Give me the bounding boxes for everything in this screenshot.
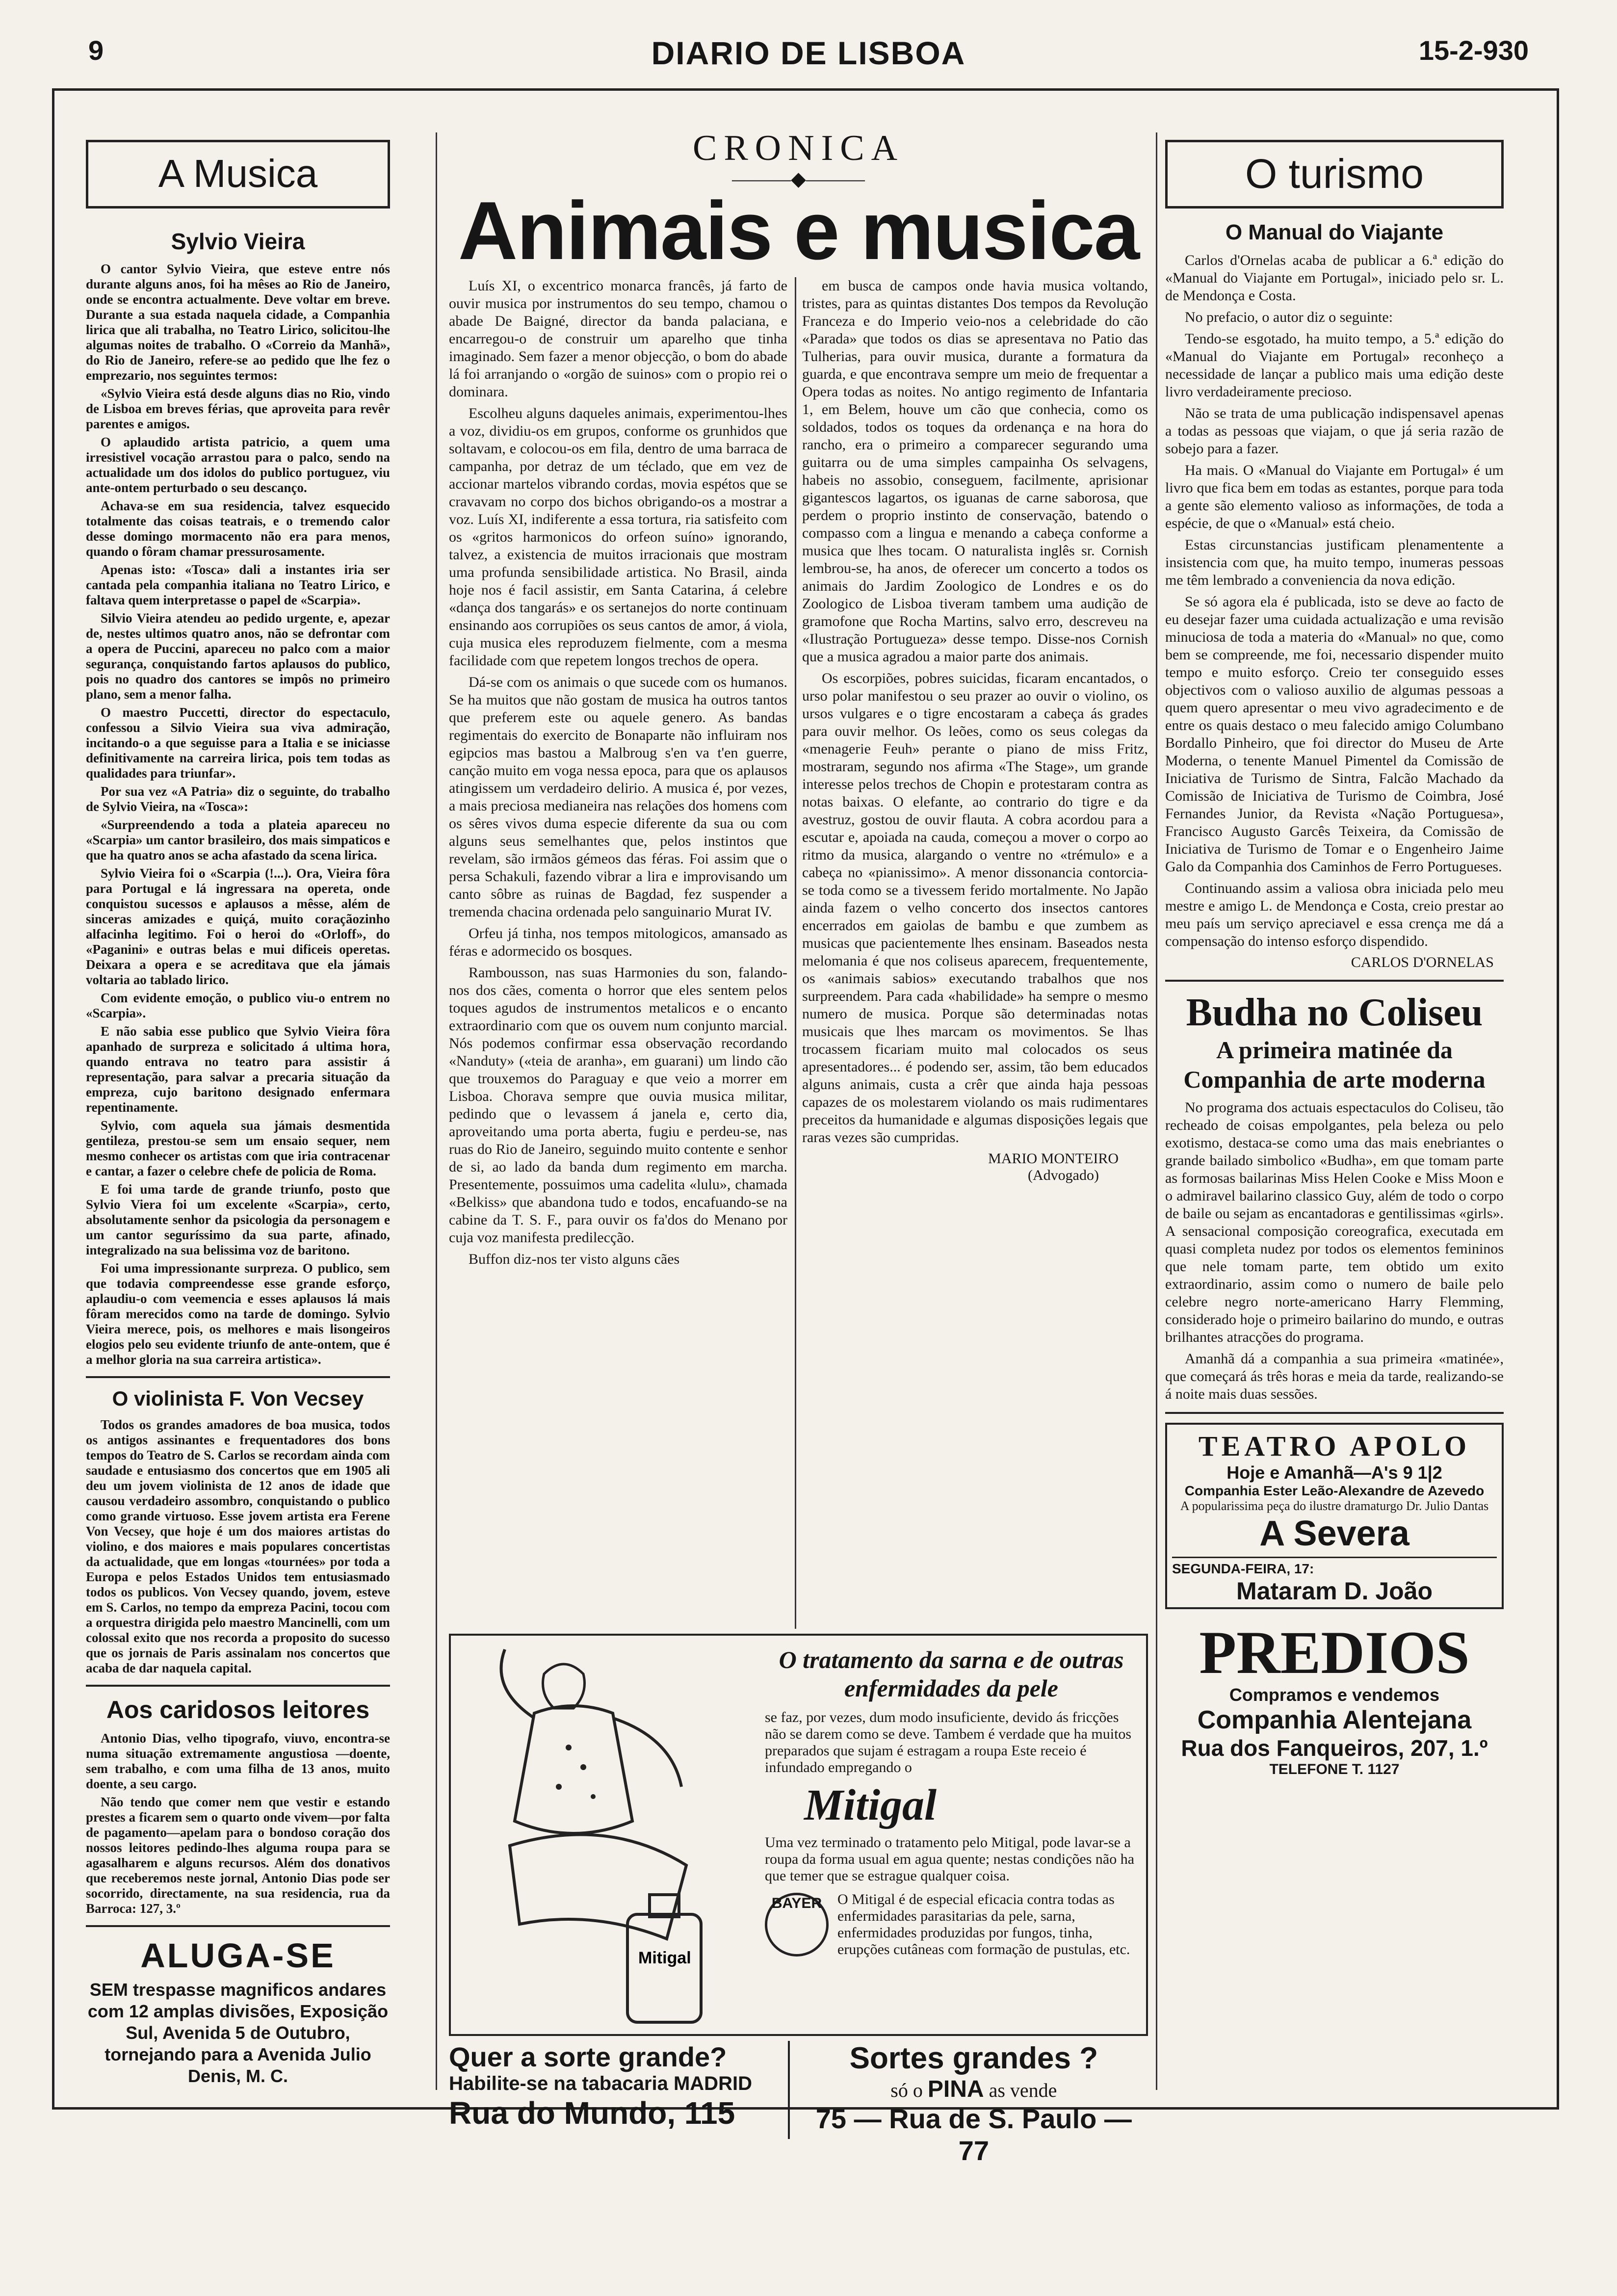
article-subheading: A primeira matinée da Companhia de arte moderna (1183, 1036, 1486, 1093)
paragraph: O maestro Puccetti, director do espectaculo, confessou a Silvio Vieira sua viva admiração, incitando-o a que seguisse para a Italia e se iniciasse definitivamente na carreira lirica, pois tem todas as qualidades para triunfar». (86, 705, 390, 781)
ad-text: O Mitigal é de especial eficacia contra todas as enfermidades parasitarias da pele, sarna, enfermidades produzidas por fungos, tinha, erupções cutâneas com formação de pustulas, etc. (837, 1891, 1130, 1957)
ad-headline: O tratamento da sarna e de outras enfermidades da pele (779, 1646, 1124, 1702)
text-column (802, 277, 1148, 1629)
ornament: ———◆——— (732, 168, 865, 190)
paragraph: Foi uma impressionante surpreza. O publico, sem que todavia compreendesse esse grande esforço, aplaudiu-o com veemencia e esses aplausos lá mais fôram merecidos como na tarde de domingo. Sylvio Vieira merece, pois, os melhores e mais lisongeiros elogios pelo seu evidente triunfo de ante-ontem, que é a melhor gloria na sua carreira artistica». (86, 1261, 390, 1367)
bayer-cross-logo: BAYER (765, 1893, 829, 1957)
ad-text: só o (890, 2079, 923, 2101)
issue-date: 15-2-930 (1418, 35, 1529, 66)
article-title: Animais e musica (458, 184, 1139, 277)
ad-address: 75 — Rua de S. Paulo — 77 (815, 2103, 1132, 2166)
product-brand: Mitigal (804, 1781, 937, 1829)
ad-headline: PREDIOS (1199, 1619, 1470, 1686)
paragraph: Todos os grandes amadores de boa musica, todos os antigos assinantes e frequentadores dos bons tempos do Teatro de S. Carlos se recordam ainda com saudade e entusiasmo dos concertos que em 1905 ali deu um jovem violinista de 12 anos de idade que causou verdadeiro assombro, conquistando o publico como grande virtuoso. Esse jovem artista era Ferene Von Vecsey, que hoje é um dos maiores artistas do violino, e dos maiores e mais populares concertistas da actualidade, que em longas «tournées» por toda a Europa e pelos Estados Unidos tem entusiasmado todos os publicos. Von Vecsey quando, jovem, esteve em S. Carlos, no tempo da empreza Pacini, tocou com a orquestra dirigida pelo maestro Mancinelli, com um colossal exito que nos recorda a proposito do sucesso que os jornais de Paris assinalam nos concertos que acaba de dar naquela capital. (86, 1417, 390, 1675)
paragraph: «Sylvio Vieira está desde alguns dias no Rio, vindo de Lisboa em breves férias, que aproveita para revêr parentes e amigos. (86, 386, 390, 431)
theatre-name: TEATRO APOLO (1198, 1430, 1471, 1462)
paragraph: Apenas isto: «Tosca» dali a instantes iria ser cantada pela companhia italiana no Teatro Lirico, e faltava quem interpretasse o papel de «Scarpia». (86, 562, 390, 607)
paragraph: Não tendo que comer nem que vestir e estando prestes a ficarem sem o quarto onde vivem—por falta de pagamento—apelam para o bondoso coração dos nossos leitores pedindo-lhes alguma roupa para se agasalharem e alguns recursos. Além dos donativos que receberemos neste jornal, Antonio Dias pode ser socorrido, directamente, na sua residencia, rua da Barroca: 127, 3.º (86, 1795, 390, 1916)
newspaper-title: DIARIO DE LISBOA (651, 35, 966, 71)
paragraph: Por sua vez «A Patria» diz o seguinte, do trabalho de Sylvio Vieira, na «Tosca»: (86, 784, 390, 814)
paragraph: Orfeu já tinha, nos tempos mitologicos, amansado as féras e adormecido os bosques. (449, 925, 787, 959)
paragraph: Amanhã dá a companhia a sua primeira «matinée», que começará ás três horas e meia da tarde, realizando-se á noite mais duas sessões. (1165, 1351, 1504, 1402)
paragraph: Rambousson, nas suas Harmonies du son, falando-nos dos cães, comenta o horror que eles sentem pelos toques agudos de instrumentos metalicos e o encanto extraordinario com que os ouvem num conjunto marcial. Nós podemos confirmar essa observação recordando «Nanduty» («teia de aranha», em guarani) um lindo cão que trouxemos do Paraguay e que veio a morrer em Lisboa. Chorava sempre que ouvia musica militar, pedindo que o levassem á janela e, certo dia, aproveitando uma porta aberta, fugiu e perdeu-se, nas ruas do Rio de Janeiro, seguindo muito contente e senhor de si, ao lado da banda dum regimento em marcha. Presentemente, possuimos uma cadelita «lulu», chamada «Belkiss» que abandona tudo e todos, encafuando-se na cabine da T. S. F., para ouvir os fa'dos do Menano por cuja voz manifesta predilecção. (449, 965, 787, 1246)
paragraph: Luís XI, o excentrico monarca francês, já farto de ouvir musica por instrumentos do seu tempo, chamou o abade De Baigné, director da banda palaciana, e encarregou-o de construir um aparelho que tinha imaginado. Sem fazer a menor objecção, o bom do abade lá foi arranjando o «orgão de suinos» com o propio rei o dominara. (449, 278, 787, 400)
paragraph: Estas circunstancias justificam plenamentente a insistencia com que, ha muito tempo, inumeras pessoas me têm lembrado a conveniencia da nova edição. (1165, 537, 1504, 588)
paragraph: em busca de campos onde havia musica voltando, tristes, para as quintas distantes Dos tempos da Revolução Franceza e do Imperio veio-nos a celebridade do cão «Parada» que todos os dias se apresentava no Patio das Tulherias, para ouvir musica, durante a formatura da guarda, e que encontrava sempre um meio de frequentar a Opera todas as noites. No antigo regimento de Infantaria 1, em Belem, houve um cão que conhecia, como os soldados, todos os toques da ordenança e na hora do rancho, era o primeiro a comparecer segurando uma guitarra ou de uma simples campainha Os selvagens, habeis no assobio, conseguem, facilmente, aprisionar gigantescos lagartos, os iguanas de carne saborosa, que perdem o proprio instinto de conservação, batendo o compasso com a lingua e menando a cabeça conforme a musica que lhes tocam. O naturalista inglês sr. Cornish lembrou-se, ha anos, de oferecer um concerto a todos os animais do Jardim Zoologico de Londres e os do Zoologico de Lisboa tiveram tambem uma audição de gramofone que Rocha Martins, salvo erro, descreveu na «Ilustração Portugueza» desse tempo. Disse-nos Cornish que a musica agradou a maior parte dos animais. (802, 278, 1148, 665)
predios-ad (1165, 1621, 1504, 1778)
article-body (86, 1731, 390, 1916)
author-signature: MARIO MONTEIRO (988, 1150, 1119, 1167)
ad-text: se faz, por vezes, dum modo insuficiente, devido ás fricções não se darem como se deve. Tambem é verdade que ha muitos preparados que sujam é estragam a roupa Este receio é infundado empregando o (765, 1709, 1132, 1775)
company-name: Companhia Alentejana (1197, 1706, 1472, 1734)
paragraph: Escolheu alguns daqueles animais, experimentou-lhes a voz, dividiu-os em grupos, conforme os grunhidos que soltavam, e colocou-os em fila, dentro de uma barraca de campanha, por detraz de um téclado, que em vez de accionar martelos vibrando cordas, movia espétos que se cravavam no corpo dos bichos obrigando-os a mostrar a voz. Luís XI, indiferente a essa tortura, ria satisfeito com os «gritos harmonicos do orfeon suíno» ignorando, talvez, a existencia de muitos irracionais que mostram uma profunda sensibilidade artistica. No Brasil, ainda hoje nos é facil assistir, em Santa Catarina, á celebre «dança dos tangarás» e os sertanejos do norte continuam ensinando aos corrupiões os seus cantos de amor, á viola, cuja musica eles reproduzem fielmente, com a mesma facilidade com que repetem longos trechos de opera. (449, 405, 787, 669)
paragraph: Dá-se com os animais o que sucede com os humanos. Se ha muitos que não gostam de musica ha outros tantos que preferem este ou aquele genero. As bandas regimentais do exercito de Bonaparte não influiram nos egipcios mas bastou a Malbroug s'en va t'en guerre, canção muito em voga nessa epoca, para que os aplausos atingissem um verdadeiro delirio. A musica é, por vezes, a mais preciosa medianeira nas relações dos homens com os sêres vivos duma especie diferente da sua ou com alguns seus semelhantes que, pelos instintos que revelam, são irmãos gémeos das féras. Foi assim que o persa Schakuli, fazendo vibrar a lira e improvisando um canto sôbre as ruinas de Bagdad, fez suspender a tremenda chacina ordenada pelo sanguinario Murat IV. (449, 674, 787, 920)
bottle-label: Mitigal (638, 1949, 691, 1967)
classified-title: ALUGA-SE (140, 1936, 336, 1975)
section-title-musica: A Musica (86, 140, 390, 209)
article-body (1165, 1099, 1504, 1403)
ad-address: Rua dos Fanqueiros, 207, 1.º (1181, 1735, 1488, 1761)
bathing-man-illustration (461, 1640, 735, 2032)
paragraph: Tendo-se esgotado, ha muito tempo, a 5.ª edição do «Manual do Viajante em Portugal» reconheço a necessidade de lançar a publico mais uma edição deste livro verdadeiramente precioso. (1165, 331, 1504, 400)
section-kicker: CRONICA (692, 128, 905, 168)
mitigal-advertisement (449, 1634, 1148, 2036)
paragraph: O cantor Sylvio Vieira, que esteve entre nós durante alguns anos, foi ha mêses ao Rio de Janeiro, onde se encontra actualmente. Deve voltar em breve. Durante a sua estada naquela cidade, a Companhia lirica que ali trabalha, no Teatro Lirico, solicitou-lhe algumas noites de trabalho. O «Correio da Manhã», do Rio de Janeiro, refere-se ao pedido que lhe fez o emprezario, nos seguintes termos: (86, 261, 390, 383)
section-title-turismo: O turismo (1165, 140, 1504, 209)
ad-text: Compramos e vendemos (1229, 1685, 1440, 1705)
article-heading: O violinista F. Von Vecsey (112, 1387, 364, 1410)
paragraph: O aplaudido artista patricio, a quem uma irresistivel vocação arrastou para o palco, sendo na actualidade um dos idolos do publico portuguez, viu ante-ontem perturbado o seu descanço. (86, 435, 390, 495)
paragraph: Carlos d'Ornelas acaba de publicar a 6.ª edição do «Manual do Viajante em Portugal», iniciado pelo sr. L. de Mendonça e Costa. (1165, 252, 1504, 304)
ad-text: Habilite-se na tabacaria MADRID (449, 2073, 752, 2094)
ad-phone: TELEFONE T. 1127 (1269, 1761, 1400, 1777)
paragraph: Os escorpiões, pobres suicidas, ficaram encantados, o urso polar manifestou o seu prazer ao ouvir o violino, os ursos vulgares e o tigre encostaram a cabeça ás grades para ouvir melhor. Os leões, como os seus colegas da «menagerie Feuh» perante o piano de miss Fritz, mostraram, segundo nos afirma «The Stage», um grande interesse pelos trechos de Chopin e protestaram contra as notas baixas. O elefante, ao contrario do tigre e da avestruz, gostou de ouvir flauta. A cobra acordou para a escutar e, apoiada na cauda, começou a mover o corpo ao ritmo da musica, alargando o ventre no «trémulo» e a cabeça no «pianissimo». A menor dissonancia contorcia-se toda como se a tivessem ferido mortalmente. No Japão ainda fazem o velho concerto dos insectos cantores encerrados em gaiolas de bambu e que zumbem as musicas que pacientemente lhes ensinam. Baseados nesta melomania é que nos coliseus aparecem, frequentemente, os «animais sabios» executando trabalhos que nos surpreendem. Para cada «habilidade» ha sempre o mesmo numero de musica. Porque são determinadas notas musicais que lhes marcam os movimentos. Se lhas trocassem ficariam muito mal colocados os seus apresentadores... é podendo ser, assim, tão bem educados alguns animais, custa a crêr que ainda haja pessoas capazes de os molestarem violando os mais rudimentares preceitos da humanidade e algumas disposições legais que raras vezes são cumpridas. (802, 670, 1148, 1146)
article-heading: Aos caridosos leitores (106, 1696, 370, 1723)
author-role: (Advogado) (1028, 1167, 1099, 1183)
paragraph: Se só agora ela é publicada, isto se deve ao facto de eu desejar fazer uma cuidada actualização e uma revisão minuciosa de toda a materia do «Manual» no que, como bem se compreende, me foi, necessario dispender muito tempo e muito esforço. Creio ter conseguido esses objectivos com o valioso auxilio de algumas pessoas a quem quero apresentar o meu vivo agradecimento e de entre os quais destaco o meu falecido amigo Columbano Bordallo Pinheiro, que foi director do Museu de Arte Moderna, o tenente Manuel Pimentel da Comissão de Iniciativa de Turismo de Sintra, Falcão Machado da Comissão de Iniciativa de Turismo de Coimbra, José Fernandes Junior, da Revista «Nação Portuguesa», Francisco Augusto Garcês Teixeira, da Comissão de Iniciativa de Turismo de Tomar e o Engenheiro Jaime Galo da Companhia dos Caminhos de Ferro Portugueses. (1165, 594, 1504, 875)
text-column (449, 277, 787, 1629)
paragraph: Não se trata de uma publicação indispensavel apenas a todas as pessoas que viajam, o que já seria razão de sobejo para a fazer. (1165, 405, 1504, 457)
ad-address: Rua do Mundo, 115 (449, 2095, 735, 2131)
article-heading: Budha no Coliseu (1186, 991, 1483, 1034)
paragraph: Buffon diz-nos ter visto alguns cães (469, 1251, 680, 1267)
ad-brand: PINA (927, 2076, 984, 2102)
paragraph: Achava-se em sua residencia, talvez esquecido totalmente das coisas teatrais, e o tremendo calor desse domingo mormacento não era para menos, quando o fôram chamar pressurosamente. (86, 498, 390, 559)
author-signature: CARLOS D'ORNELAS (1351, 954, 1494, 970)
theatre-apolo-ad (1165, 1423, 1504, 1609)
article-heading: O Manual do Viajante (1225, 220, 1444, 244)
play-title: A Severa (1259, 1514, 1409, 1553)
ad-headline: Sortes grandes ? (849, 2041, 1098, 2075)
ad-text: Uma vez terminado o tratamento pelo Mitigal, pode lavar-se a roupa da forma usual em agua quente; nestas condições não ha que temer que se estrague qualquer coisa. (765, 1834, 1135, 1884)
play-description: A popularissima peça do ilustre dramaturgo Dr. Julio Dantas (1180, 1499, 1489, 1513)
company-name: Companhia Ester Leão-Alexandre de Azevedo (1184, 1483, 1485, 1498)
showtime: Hoje e Amanhã—A's 9 1|2 (1226, 1462, 1442, 1483)
article-body (86, 261, 390, 1367)
paragraph: E não sabia esse publico que Sylvio Vieira fôra apanhado de surpreza e solicitado á ultima hora, quando entrava no teatro para assistir á representação, para salvar a precaria situação da empreza, cujo baritono designado enfermara repentinamente. (86, 1024, 390, 1115)
next-date: SEGUNDA-FEIRA, 17: (1172, 1561, 1314, 1576)
article-heading: Sylvio Vieira (171, 229, 305, 254)
ad-headline: Quer a sorte grande? (449, 2041, 727, 2072)
masthead (88, 34, 1529, 88)
paragraph: Sylvio Vieira foi o «Scarpia (!...). Ora, Vieira fôra para Portugal e lá ingressara na opereta, onde conquistou sucessos e aplausos a mêsse, além de sinceras amizades e quiçá, muito coraçãozinho alfacinha legitimo. Foi o heroi do «Orloff», do «Paganini» e outras belas e mui dificeis operetas. Deixara a opera e se acreditava que ela jámais voltaria ao tablado lirico. (86, 866, 390, 987)
paragraph: Sylvio, com aquela sua jámais desmentida gentileza, prestou-se sem um ensaio sequer, nem mesmo conhecer os artistas com que iria contracenar e cantar, a fazer o celebre chefe de policia de Roma. (86, 1118, 390, 1178)
paragraph: Com evidente emoção, o publico viu-o entrem no «Scarpia». (86, 991, 390, 1020)
article-body (86, 1417, 390, 1676)
paragraph: E foi uma tarde de grande triunfo, posto que Sylvio Viera foi um excelente «Scarpia», certo, absolutamente senhor da psicologia da personagem e um cantor seguríssimo da sua parte, afinado, integralizado na sua belissima voz de baritono. (86, 1182, 390, 1257)
ad-text: as vende (989, 2079, 1057, 2101)
paragraph: «Surpreendendo a toda a plateia apareceu no «Scarpia» um cantor brasileiro, dos mais simpaticos e que ha quatro anos se acha afastado da scena lirica. (86, 817, 390, 862)
paragraph: Ha mais. O «Manual do Viajante em Portugal» é um livro que fica bem em todas as estantes, porque para toda a gente são elemento valioso as informações, de toda a espécie, de que o «Manual» está cheio. (1165, 462, 1504, 531)
paragraph: Continuando assim a valiosa obra iniciada pelo meu mestre e amigo L. de Mendonça e Costa, creio prestar ao meu país um serviço apreciavel e essa crença me dá a compensação do intenso esforço dispendido. (1165, 880, 1504, 949)
lottery-ad-pina (790, 2041, 1148, 2166)
right-column (1165, 140, 1504, 2097)
article-body (1165, 252, 1504, 950)
center-column (449, 128, 1148, 2166)
paragraph: Silvio Vieira atendeu ao pedido urgente, e, apezar de, nestes ultimos quatro anos, não se defrontar com a opera de Puccini, apareceu no palco com a maior segurança, conquistando fartos aplausos do publico, pois no quadro dos cantores se impôs no primeiro plano, sem a menor falha. (86, 611, 390, 702)
page-number: 9 (88, 35, 104, 66)
paragraph: Antonio Dias, velho tipografo, viuvo, encontra-se numa situação extremamente angustiosa —doente, sem trabalho, e com uma filha de 13 anos, muito doente, a seu cargo. (86, 1731, 390, 1791)
lottery-ad-madrid (449, 2041, 790, 2139)
next-play-title: Mataram D. João (1236, 1577, 1433, 1605)
paragraph: No prefacio, o autor diz o seguinte: (1185, 309, 1393, 325)
classified-text: SEM trespasse magnificos andares com 12 amplas divisões, Exposição Sul, Avenida 5 de Outubro, tornejando para a Avenida Julio Denis, M. C. (87, 1980, 389, 2086)
left-column (86, 140, 390, 2086)
paragraph: No programa dos actuais espectaculos do Coliseu, tão recheado de coisas empolgantes, pela beleza ou pelo exotismo, destaca-se como uma das mais enebriantes o grande bailado simbolico «Budha», em que tomam parte as formosas bailarinas Miss Helen Cooke e Miss Moon e o admiravel bailarino classico Guy, além de todo o corpo de baile ou sejam as encantadoras e gentilissimas «girls». A sensacional composição coreografica, executada em quasi completa nudez por todos os elementos femininos que nele tomam parte, tem obtido um exito extraordinario, assim como o numero de baile pelo celebre negro norte-americano Harry Flemming, considerado hoje o primeiro bailarino do mundo, e outras brilhantes atracções do programa. (1165, 1099, 1504, 1345)
